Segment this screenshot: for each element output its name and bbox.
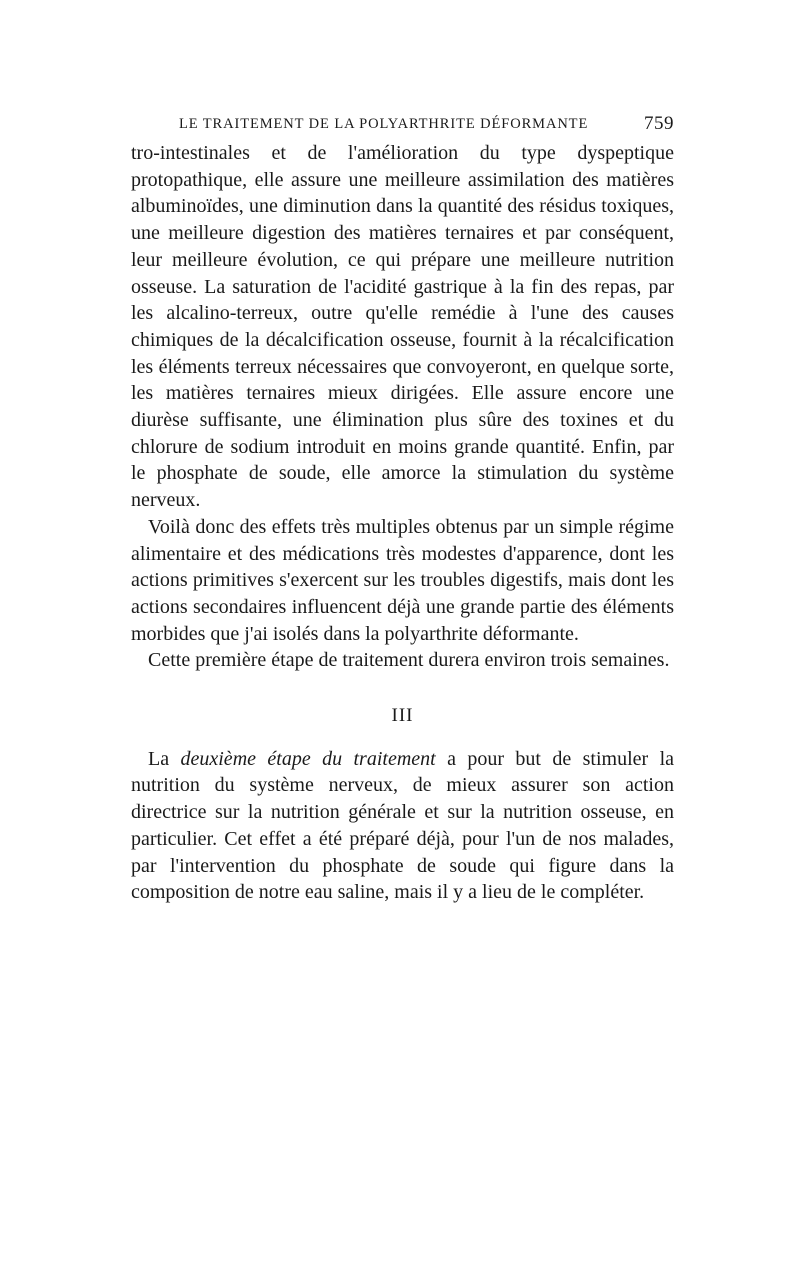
page-number: 759 bbox=[644, 113, 674, 134]
section-heading: III bbox=[391, 705, 414, 727]
paragraph-rest: a pour but de stimuler la nutrition du système nerveux, de mieux assurer son action directrice sur la nutrition générale et sur la nutrition osseuse, en particulier. Cet effet a été préparé déjà, pour l'un de nos malades, par l'intervention du phosphate de soude qui figure dans la composition de notre eau saline, mais il y a lieu de le compléter. bbox=[131, 747, 675, 904]
running-title: LE TRAITEMENT DE LA POLYARTHRITE DÉFORMANTE bbox=[179, 116, 589, 132]
paragraph: tro-intestinales et de l'amélioration du type dyspeptique protopathique, elle assure une meilleure assimilation des matières albuminoïdes, une diminution dans la quantité des résidus toxiques, une meilleure digestion des matières ternaires et par conséquent, leur meilleure évolution, ce qui prépare une meilleure nutrition osseuse. La saturation de l'acidité gastrique à la fin des repas, par les alcalino-terreux, outre qu'elle remédie à l'une des causes chimiques de la décalcification osseuse, fournit à la récalcification les éléments terreux nécessaires que convoyeront, en quelque sorte, les matières ternaires mieux dirigées. Elle assure encore une diurèse suffisante, une élimination plus sûre des toxines et du chlorure de sodium introduit en moins grande quantité. Enfin, par le phosphate de soude, elle amorce la stimulation du système nerveux. bbox=[131, 142, 674, 512]
paragraph: Cette première étape de traitement durera environ trois semaines. bbox=[148, 649, 670, 672]
running-header bbox=[131, 108, 674, 140]
emphasized-phrase: deuxième étape du traitement bbox=[180, 747, 436, 770]
book-page bbox=[131, 108, 674, 906]
body-text bbox=[131, 140, 674, 906]
paragraph: Voilà donc des effets très multiples obtenus par un simple régime alimentaire et des médications très modestes d'apparence, dont les actions primitives s'exercent sur les troubles digestifs, mais dont les actions secondaires influencent déjà une grande partie des éléments morbides que j'ai isolés dans la polyarthrite déformante. bbox=[131, 515, 674, 645]
paragraph-lead: La bbox=[148, 747, 181, 770]
paragraph bbox=[131, 746, 674, 906]
